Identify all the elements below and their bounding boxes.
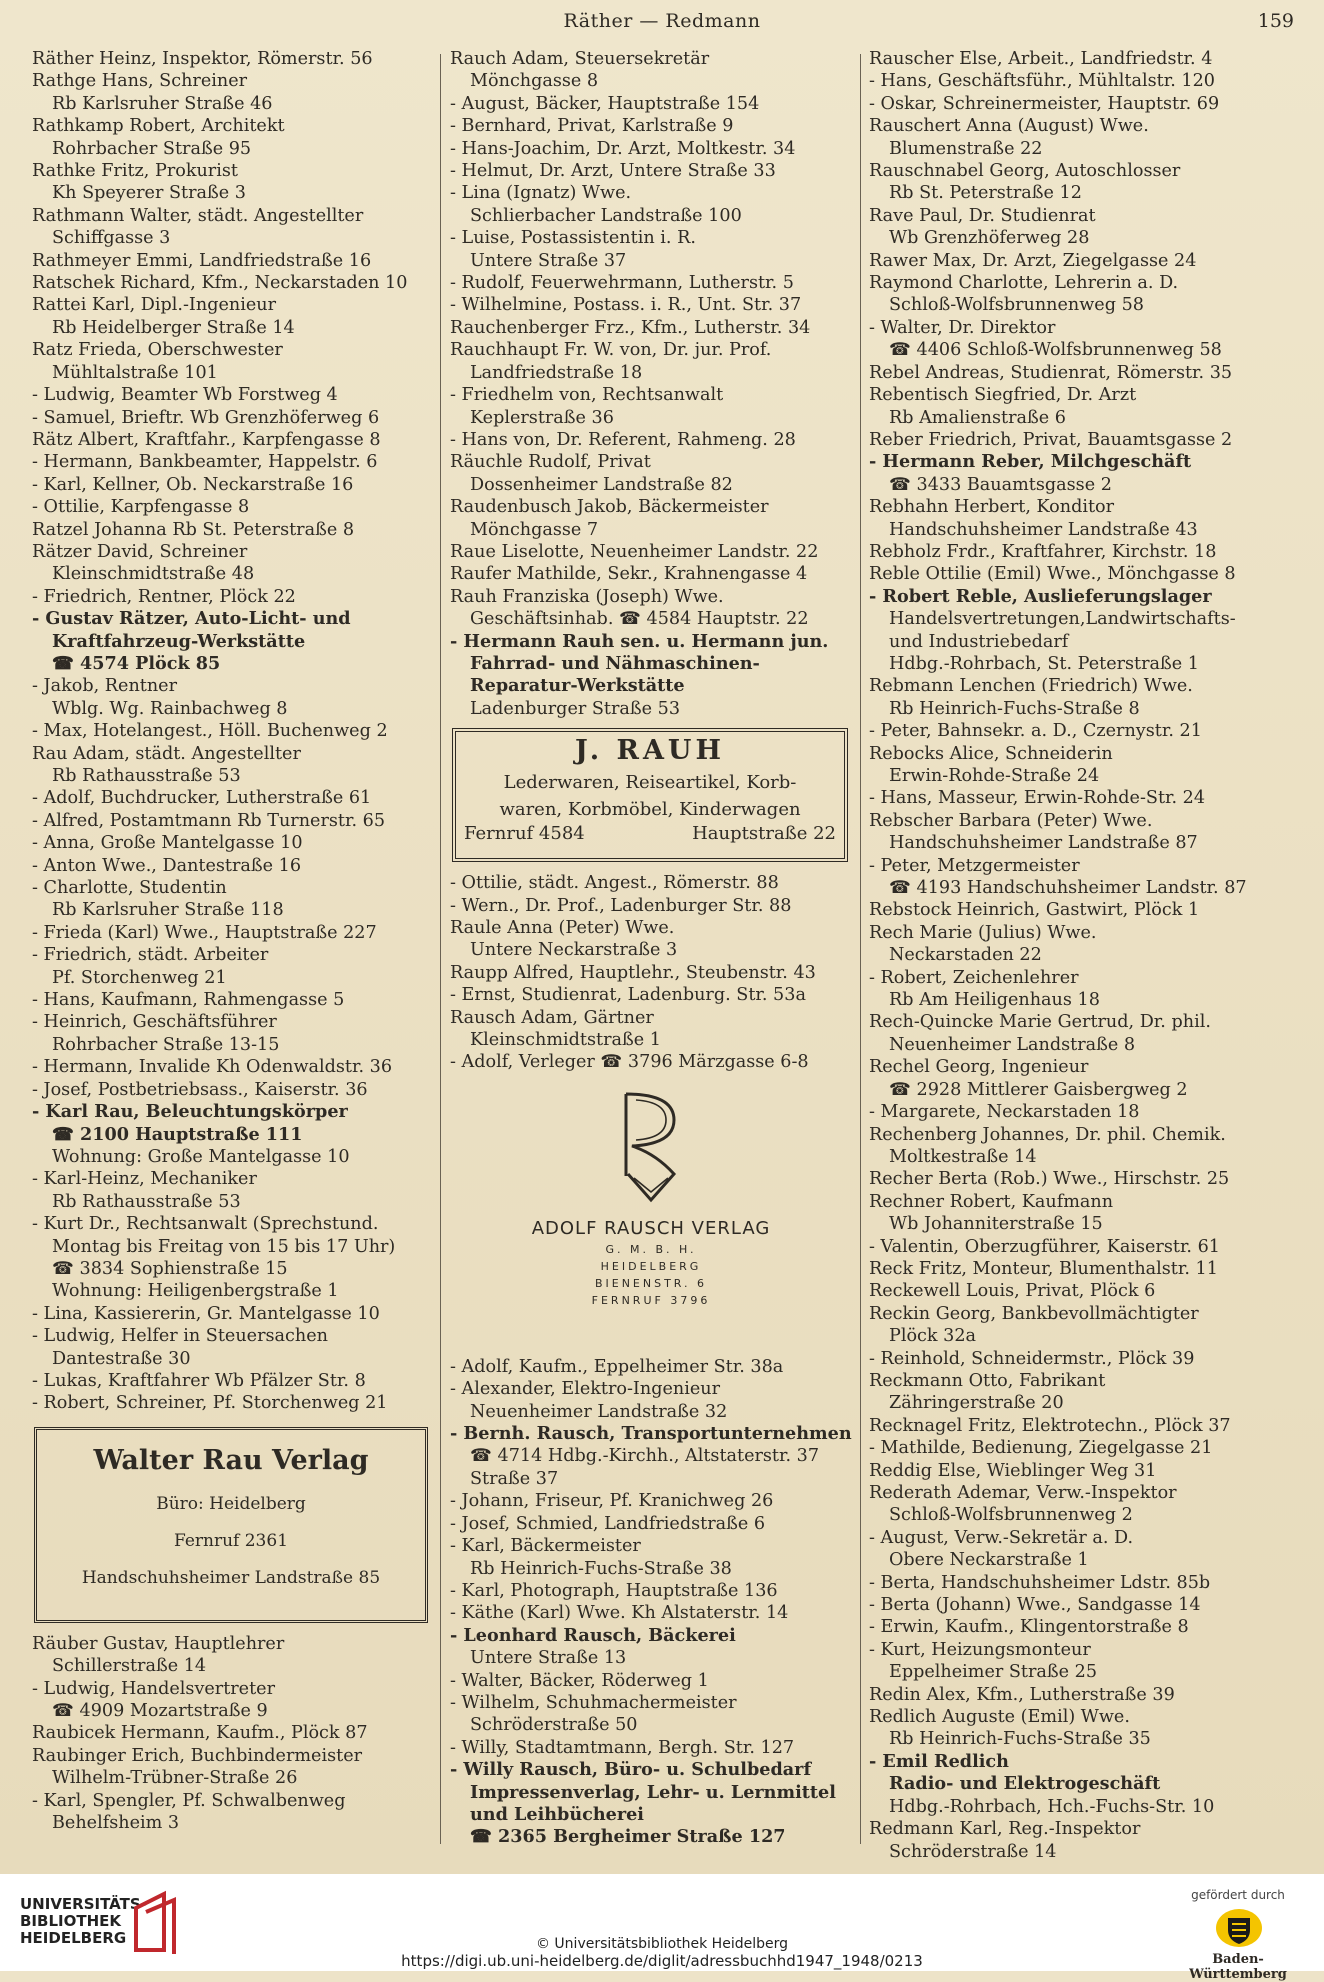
directory-entry: - Valentin, Oberzugführer, Kaiserstr. 61	[869, 1236, 1220, 1257]
ad-line: Büro: Heidelberg	[156, 1494, 306, 1515]
directory-entry: Raue Liselotte, Neuenheimer Landstr. 22	[450, 541, 819, 562]
directory-entry: - Hermann, Bankbeamter, Happelstr. 6	[32, 452, 378, 473]
directory-entry: - Hermann Reber, Milchgeschäft	[869, 451, 1192, 473]
directory-entry: Räther Heinz, Inspektor, Römerstr. 56	[32, 49, 373, 69]
ad-walter-rau-verlag	[34, 1427, 428, 1623]
directory-entry: Kraftfahrzeug-Werkstätte	[52, 630, 306, 652]
directory-entry: Schlierbacher Landstraße 100	[470, 205, 742, 226]
directory-entry: - Karl, Photograph, Hauptstraße 136	[450, 1580, 778, 1601]
directory-entry: Schröderstraße 50	[470, 1715, 638, 1736]
directory-entry: und Industriebedarf	[889, 631, 1069, 652]
directory-entry: Neckarstaden 22	[889, 945, 1042, 966]
directory-entry: Recknagel Fritz, Elektrotechn., Plöck 37	[869, 1415, 1231, 1436]
directory-entry: Rechner Robert, Kaufmann	[869, 1191, 1114, 1212]
directory-entry: Rathmeyer Emmi, Landfriedstraße 16	[32, 250, 372, 271]
library-footer	[0, 1874, 1324, 1982]
directory-entry: - Reinhold, Schneidermstr., Plöck 39	[869, 1348, 1195, 1369]
directory-entry: - Karl-Heinz, Mechaniker	[32, 1169, 257, 1190]
directory-entry: Rathge Hans, Schreiner	[32, 71, 248, 92]
directory-entry: - Kurt, Heizungsmonteur	[869, 1639, 1091, 1660]
directory-entry: Schloß-Wolfsbrunnenweg 2	[889, 1505, 1133, 1526]
directory-entry: Rausch Adam, Gärtner	[450, 1007, 654, 1028]
entry-list	[450, 48, 852, 720]
directory-entry: Handschuhsheimer Landstraße 43	[889, 519, 1198, 540]
directory-entry: Rb Rathausstraße 53	[52, 1191, 241, 1212]
library-name-line: UNIVERSITÄTS-	[20, 1895, 147, 1913]
directory-entry: Recher Berta (Rob.) Wwe., Hirschstr. 25	[869, 1169, 1230, 1190]
publisher-name: ADOLF RAUSCH VERLAG	[531, 1218, 771, 1240]
directory-entry: Wb Grenzhöferweg 28	[889, 228, 1090, 249]
entry-list	[32, 48, 432, 1415]
directory-entry: Raymond Charlotte, Lehrerin a. D.	[869, 273, 1179, 294]
directory-entry: Ratz Frieda, Oberschwester	[32, 340, 283, 361]
directory-entry: - Emil Redlich	[869, 1750, 1009, 1772]
directory-entry: ☎ 4574 Plöck 85	[52, 652, 221, 674]
directory-entry: Ratzel Johanna Rb St. Peterstraße 8	[32, 519, 355, 540]
publisher-monogram-icon	[596, 1088, 706, 1208]
directory-entry: - Karl, Bäckermeister	[450, 1536, 641, 1557]
directory-entry: Rattei Karl, Dipl.-Ingenieur	[32, 295, 276, 316]
library-name-line: BIBLIOTHEK	[20, 1912, 121, 1930]
directory-entry: Dossenheimer Landstraße 82	[470, 474, 733, 495]
directory-entry: Rb Heinrich-Fuchs-Straße 38	[470, 1558, 732, 1579]
directory-entry: Geschäftsinhab. ☎ 4584 Hauptstr. 22	[470, 609, 809, 630]
directory-entry: - Josef, Schmied, Landfriedstraße 6	[450, 1513, 766, 1534]
directory-entry: - Erwin, Kaufm., Klingentorstraße 8	[869, 1617, 1189, 1638]
directory-entry: - Berta (Johann) Wwe., Sandgasse 14	[869, 1595, 1201, 1616]
directory-entry: Redin Alex, Kfm., Lutherstraße 39	[869, 1684, 1175, 1705]
ad-address: Hauptstraße 22	[692, 822, 836, 844]
directory-entry: - Helmut, Dr. Arzt, Untere Straße 33	[450, 161, 776, 182]
directory-entry: Rauh Franziska (Joseph) Wwe.	[450, 586, 724, 607]
directory-entry: - Anton Wwe., Dantestraße 16	[32, 855, 302, 876]
directory-entry: Plöck 32a	[889, 1326, 977, 1347]
directory-entry: - Willy Rausch, Büro- u. Schulbedarf	[450, 1759, 812, 1781]
page-number: 159	[1257, 10, 1294, 32]
directory-entry: Fahrrad- und Nähmaschinen-	[470, 652, 760, 674]
library-name-line: HEIDELBERG	[20, 1929, 127, 1947]
directory-column-2	[450, 48, 852, 1849]
copyright-notice: © Universitätsbibliothek Heidelberg	[535, 1936, 788, 1952]
directory-entry: - Lina, Kassiererin, Gr. Mantelgasse 10	[32, 1303, 380, 1324]
directory-entry: Rebscher Barbara (Peter) Wwe.	[869, 810, 1153, 831]
directory-entry: Rb Karlsruher Straße 46	[52, 93, 273, 114]
directory-entry: - Walter, Bäcker, Röderweg 1	[450, 1670, 709, 1691]
directory-entry: Untere Straße 37	[470, 250, 627, 271]
directory-entry: - Friedhelm von, Rechtsanwalt	[450, 385, 724, 406]
directory-entry: Raufer Mathilde, Sekr., Krahnengasse 4	[450, 564, 808, 585]
directory-entry: Rave Paul, Dr. Studienrat	[869, 205, 1096, 226]
directory-entry: Ratschek Richard, Kfm., Neckarstaden 10	[32, 273, 408, 294]
directory-entry: Rawer Max, Dr. Arzt, Ziegelgasse 24	[869, 250, 1197, 271]
directory-entry: - Ottilie, städt. Angest., Römerstr. 88	[450, 873, 779, 894]
directory-entry: Rauscher Else, Arbeit., Landfriedstr. 4	[869, 49, 1213, 69]
directory-entry: ☎ 3433 Bauamtsgasse 2	[889, 474, 1112, 495]
directory-entry: Rohrbacher Straße 95	[52, 138, 252, 159]
directory-entry: Rathke Fritz, Prokurist	[32, 161, 238, 182]
directory-entry: Reparatur-Werkstätte	[470, 675, 685, 697]
directory-entry: - Wilhelm, Schuhmachermeister	[450, 1692, 737, 1713]
directory-entry: Straße 37	[470, 1468, 559, 1489]
ad-line: waren, Korbmöbel, Kinderwagen	[499, 798, 801, 820]
directory-entry: Reckewell Louis, Privat, Plöck 6	[869, 1281, 1156, 1302]
directory-entry: - Adolf, Buchdrucker, Lutherstraße 61	[32, 788, 372, 809]
directory-entry: Raudenbusch Jakob, Bäckermeister	[450, 497, 769, 518]
directory-entry: Redlich Auguste (Emil) Wwe.	[869, 1707, 1130, 1728]
directory-entry: Reck Fritz, Monteur, Blumenthalstr. 11	[869, 1258, 1218, 1279]
directory-entry: - Oskar, Schreinermeister, Hauptstr. 69	[869, 93, 1220, 114]
directory-entry: Landfriedstraße 18	[470, 362, 643, 383]
directory-entry: - August, Verw.-Sekretär a. D.	[869, 1527, 1134, 1548]
directory-entry: Behelfsheim 3	[52, 1813, 180, 1834]
directory-entry: - Ernst, Studienrat, Ladenburg. Str. 53a	[450, 985, 806, 1006]
directory-entry: ☎ 3834 Sophienstraße 15	[52, 1258, 288, 1279]
directory-entry: - Robert, Schreiner, Pf. Storchenweg 21	[32, 1393, 388, 1414]
directory-entry: - Bernhard, Privat, Karlstraße 9	[450, 116, 734, 137]
directory-entry: - Hermann Rauh sen. u. Hermann jun.	[450, 630, 829, 652]
publisher-line: BIENENSTR. 6	[594, 1276, 708, 1290]
directory-entry: Schiffgasse 3	[52, 228, 171, 249]
directory-entry: Rebhahn Herbert, Konditor	[869, 497, 1115, 518]
directory-entry: ☎ 4714 Hdbg.-Kirchh., Altstaterstr. 37	[470, 1446, 820, 1467]
directory-entry: Rathmann Walter, städt. Angestellter	[32, 205, 364, 226]
state-crest-icon	[1204, 1906, 1274, 1950]
directory-entry: - Wilhelmine, Postass. i. R., Unt. Str. 37	[450, 295, 802, 316]
directory-entry: Untere Neckarstraße 3	[470, 940, 678, 961]
directory-entry: Schillerstraße 14	[52, 1656, 207, 1677]
directory-entry: Raule Anna (Peter) Wwe.	[450, 918, 675, 938]
directory-entry: - Ludwig, Beamter Wb Forstweg 4	[32, 385, 338, 406]
directory-entry: ☎ 4406 Schloß-Wolfsbrunnenweg 58	[889, 340, 1222, 361]
directory-entry: Reckin Georg, Bankbevollmächtigter	[869, 1303, 1199, 1324]
state-name: Baden-Württemberg	[1189, 1952, 1287, 1982]
directory-entry: Mühltalstraße 101	[52, 362, 218, 383]
directory-entry: - Kurt Dr., Rechtsanwalt (Sprechstund.	[32, 1214, 379, 1235]
directory-entry: - Lukas, Kraftfahrer Wb Pfälzer Str. 8	[32, 1370, 366, 1391]
directory-entry: Hdbg.-Rohrbach, St. Peterstraße 1	[889, 653, 1199, 674]
directory-entry: Rohrbacher Straße 13-15	[52, 1034, 280, 1055]
publisher-line: G. M. B. H.	[605, 1242, 697, 1256]
directory-entry: Kleinschmidtstraße 1	[470, 1030, 661, 1051]
ad-line: Lederwaren, Reiseartikel, Korb-	[503, 771, 797, 793]
ad-line: Fernruf 2361	[173, 1531, 289, 1552]
directory-entry: - Karl Rau, Beleuchtungskörper	[32, 1101, 348, 1123]
directory-entry: Rätz Albert, Kraftfahr., Karpfengasse 8	[32, 429, 381, 450]
directory-entry: - Josef, Postbetriebsass., Kaiserstr. 36	[32, 1079, 368, 1100]
directory-entry: - Ottilie, Karpfengasse 8	[32, 497, 250, 518]
directory-entry: Rech-Quincke Marie Gertrud, Dr. phil.	[869, 1012, 1211, 1033]
directory-entry: Rauchenberger Frz., Kfm., Lutherstr. 34	[450, 317, 811, 338]
ad-adolf-rausch-verlag	[450, 1088, 852, 1348]
directory-entry: Reckmann Otto, Fabrikant	[869, 1370, 1106, 1391]
directory-entry: Mönchgasse 8	[470, 71, 599, 92]
directory-entry: Rebocks Alice, Schneiderin	[869, 743, 1113, 764]
directory-entry: Wohnung: Heiligenbergstraße 1	[52, 1281, 339, 1302]
directory-entry: - August, Bäcker, Hauptstraße 154	[450, 93, 760, 114]
directory-entry: ☎ 2928 Mittlerer Gaisbergweg 2	[889, 1079, 1188, 1100]
directory-column-3	[869, 48, 1274, 1863]
funding-label: gefördert durch	[1191, 1888, 1285, 1902]
directory-entry: - Robert, Zeichenlehrer	[869, 967, 1079, 988]
directory-entry: Rech Marie (Julius) Wwe.	[869, 922, 1097, 943]
directory-entry: Rätzer David, Schreiner	[32, 541, 248, 562]
directory-entry: - Anna, Große Mantelgasse 10	[32, 833, 303, 854]
directory-entry: Kleinschmidtstraße 48	[52, 564, 255, 585]
directory-entry: Mönchgasse 7	[470, 519, 599, 540]
directory-entry: - Hermann, Invalide Kh Odenwaldstr. 36	[32, 1057, 393, 1078]
directory-entry: Neuenheimer Landstraße 8	[889, 1034, 1136, 1055]
directory-entry: Reber Friedrich, Privat, Bauamtsgasse 2	[869, 429, 1233, 450]
directory-entry: - Robert Reble, Auslieferungslager	[869, 585, 1212, 607]
directory-entry: Rauch Adam, Steuersekretär	[450, 49, 710, 69]
directory-entry: Eppelheimer Straße 25	[889, 1662, 1098, 1683]
directory-entry: - Alfred, Postamtmann Rb Turnerstr. 65	[32, 810, 386, 831]
directory-entry: Rebholz Frdr., Kraftfahrer, Kirchstr. 18	[869, 541, 1217, 562]
directory-entry: Reble Ottilie (Emil) Wwe., Mönchgasse 8	[869, 564, 1236, 585]
directory-entry: - Jakob, Rentner	[32, 676, 177, 697]
publisher-line: HEIDELBERG	[600, 1259, 702, 1273]
directory-entry: Raubicek Hermann, Kaufm., Plöck 87	[32, 1723, 368, 1744]
directory-entry: Rathkamp Robert, Architekt	[32, 116, 285, 137]
directory-entry: - Gustav Rätzer, Auto-Licht- und	[32, 608, 351, 630]
directory-entry: - Hans-Joachim, Dr. Arzt, Moltkestr. 34	[450, 138, 796, 159]
column-rule	[860, 54, 861, 1844]
directory-entry: Rebstock Heinrich, Gastwirt, Plöck 1	[869, 900, 1200, 921]
directory-entry: Untere Straße 13	[470, 1648, 627, 1669]
directory-entry: Rb Heinrich-Fuchs-Straße 8	[889, 698, 1140, 719]
directory-entry: - Willy, Stadtamtmann, Bergh. Str. 127	[450, 1737, 795, 1758]
directory-entry: Schröderstraße 14	[889, 1841, 1057, 1862]
directory-entry: - Alexander, Elektro-Ingenieur	[450, 1379, 720, 1400]
entry-list	[869, 48, 1274, 1863]
directory-entry: Rechenberg Johannes, Dr. phil. Chemik.	[869, 1124, 1226, 1145]
directory-entry: Rb Karlsruher Straße 118	[52, 900, 284, 921]
entry-list	[450, 1356, 852, 1849]
directory-entry: Wohnung: Große Mantelgasse 10	[52, 1146, 350, 1167]
directory-entry: Impressenverlag, Lehr- u. Lernmittel	[470, 1781, 836, 1803]
directory-entry: - Wern., Dr. Prof., Ladenburger Str. 88	[450, 895, 792, 916]
directory-entry: Raubinger Erich, Buchbindermeister	[32, 1745, 363, 1766]
directory-entry: Neuenheimer Landstraße 32	[470, 1401, 728, 1422]
directory-entry: Rebmann Lenchen (Friedrich) Wwe.	[869, 676, 1193, 697]
page-header	[0, 10, 1324, 38]
ad-title: Walter Rau Verlag	[93, 1444, 369, 1476]
directory-entry: Radio- und Elektrogeschäft	[889, 1773, 1161, 1795]
directory-entry: - Berta, Handschuhsheimer Ldstr. 85b	[869, 1572, 1211, 1593]
ad-contact-row	[464, 823, 836, 845]
directory-column-1	[32, 48, 432, 1834]
directory-entry: Wblg. Wg. Rainbachweg 8	[52, 698, 288, 719]
directory-entry: - Käthe (Karl) Wwe. Kh Alstaterstr. 14	[450, 1603, 789, 1624]
directory-entry: ☎ 2365 Bergheimer Straße 127	[470, 1826, 786, 1848]
directory-entry: Zähringerstraße 20	[889, 1393, 1064, 1414]
directory-entry: Wilhelm-Trübner-Straße 26	[52, 1768, 298, 1789]
directory-entry: - Samuel, Brieftr. Wb Grenzhöferweg 6	[32, 407, 380, 428]
directory-entry: ☎ 2100 Hauptstraße 111	[52, 1123, 303, 1145]
directory-entry: - Rudolf, Feuerwehrmann, Lutherstr. 5	[450, 273, 794, 294]
directory-entry: Handelsvertretungen,Landwirtschafts-	[889, 609, 1236, 630]
entry-list	[450, 872, 852, 1074]
directory-entry: Wb Johanniterstraße 15	[889, 1214, 1103, 1235]
directory-entry: - Karl, Kellner, Ob. Neckarstraße 16	[32, 474, 354, 495]
ad-phone: Fernruf 4584	[464, 822, 585, 844]
publisher-line: FERNRUF 3796	[591, 1293, 711, 1307]
directory-entry: - Peter, Metzgermeister	[869, 855, 1080, 876]
directory-entry: Rauchhaupt Fr. W. von, Dr. jur. Prof.	[450, 340, 772, 361]
directory-entry: - Hans, Geschäftsführ., Mühltalstr. 120	[869, 71, 1215, 92]
directory-entry: ☎ 4909 Mozartstraße 9	[52, 1701, 268, 1721]
directory-entry: Rb St. Peterstraße 12	[889, 183, 1082, 204]
permalink-url[interactable]: https://digi.ub.uni-heidelberg.de/diglit/adressbuchhd1947_1948/0213	[401, 1952, 923, 1970]
directory-entry: Hdbg.-Rohrbach, Hch.-Fuchs-Str. 10	[889, 1796, 1215, 1817]
directory-entry: Ladenburger Straße 53	[470, 698, 681, 719]
running-title: Räther — Redmann	[563, 10, 761, 32]
directory-entry: Handschuhsheimer Landstraße 87	[889, 833, 1198, 854]
directory-entry: - Mathilde, Bedienung, Ziegelgasse 21	[869, 1438, 1213, 1459]
directory-entry: Rb Heidelberger Straße 14	[52, 317, 295, 338]
directory-entry: Rb Am Heiligenhaus 18	[889, 990, 1100, 1011]
directory-entry: - Lina (Ignatz) Wwe.	[450, 183, 632, 204]
directory-entry: Rauschert Anna (August) Wwe.	[869, 116, 1149, 137]
directory-entry: - Johann, Friseur, Pf. Kranichweg 26	[450, 1491, 774, 1512]
directory-entry: Schloß-Wolfsbrunnenweg 58	[889, 295, 1144, 316]
directory-entry: Rb Rathausstraße 53	[52, 766, 241, 786]
directory-entry: Keplerstraße 36	[470, 407, 614, 428]
directory-entry: Dantestraße 30	[52, 1348, 191, 1369]
directory-entry: Obere Neckarstraße 1	[889, 1550, 1089, 1571]
directory-entry: Rau Adam, städt. Angestellter	[32, 743, 301, 764]
directory-entry: Blumenstraße 22	[889, 138, 1043, 159]
directory-entry: Reddig Else, Wieblinger Weg 31	[869, 1460, 1157, 1481]
directory-entry: - Ludwig, Helfer in Steuersachen	[32, 1326, 328, 1347]
directory-entry: - Margarete, Neckarstaden 18	[869, 1102, 1140, 1123]
directory-entry: Montag bis Freitag von 15 bis 17 Uhr)	[52, 1236, 396, 1257]
directory-entry: Pf. Storchenweg 21	[52, 967, 227, 988]
entry-list	[32, 1633, 432, 1835]
directory-entry: - Peter, Bahnsekr. a. D., Czernystr. 21	[869, 721, 1202, 742]
directory-entry: - Adolf, Verleger ☎ 3796 Märzgasse 6-8	[450, 1052, 809, 1073]
directory-entry: - Bernh. Rausch, Transportunternehmen	[450, 1423, 852, 1445]
directory-entry: - Hans von, Dr. Referent, Rahmeng. 28	[450, 429, 796, 450]
ad-j-rauh	[452, 728, 848, 862]
directory-entry: - Hans, Kaufmann, Rahmengasse 5	[32, 990, 345, 1011]
directory-entry: - Walter, Dr. Direktor	[869, 317, 1056, 338]
directory-entry: - Charlotte, Studentin	[32, 878, 227, 899]
directory-entry: Redmann Karl, Reg.-Inspektor	[869, 1819, 1141, 1840]
ad-title: J. RAUH	[575, 735, 725, 767]
directory-entry: Rebel Andreas, Studienrat, Römerstr. 35	[869, 362, 1233, 383]
directory-entry: - Max, Hotelangest., Höll. Buchenweg 2	[32, 721, 388, 742]
directory-entry: Rechel Georg, Ingenieur	[869, 1057, 1089, 1078]
directory-entry: Rederath Ademar, Verw.-Inspektor	[869, 1483, 1177, 1503]
directory-entry: Rb Amalienstraße 6	[889, 407, 1066, 428]
directory-entry: Raupp Alfred, Hauptlehr., Steubenstr. 43	[450, 962, 816, 983]
ad-line: Handschuhsheimer Landstraße 85	[81, 1568, 381, 1589]
directory-entry: Räuber Gustav, Hauptlehrer	[32, 1633, 285, 1654]
directory-entry: Rauschnabel Georg, Autoschlosser	[869, 161, 1181, 182]
directory-entry: ☎ 4193 Handschuhsheimer Landstr. 87	[889, 878, 1247, 899]
directory-entry: - Frieda (Karl) Wwe., Hauptstraße 227	[32, 922, 377, 943]
directory-entry: - Luise, Postassistentin i. R.	[450, 228, 696, 249]
directory-entry: - Friedrich, städt. Arbeiter	[32, 945, 269, 966]
directory-entry: Rebentisch Siegfried, Dr. Arzt	[869, 385, 1137, 406]
directory-entry: Erwin-Rohde-Straße 24	[889, 766, 1100, 786]
directory-entry: - Friedrich, Rentner, Plöck 22	[32, 586, 296, 607]
directory-entry: - Adolf, Kaufm., Eppelheimer Str. 38a	[450, 1356, 784, 1377]
directory-entry: - Heinrich, Geschäftsführer	[32, 1012, 277, 1033]
directory-entry: - Leonhard Rausch, Bäckerei	[450, 1624, 736, 1646]
directory-entry: und Leihbücherei	[470, 1803, 644, 1825]
directory-entry: - Ludwig, Handelsvertreter	[32, 1678, 275, 1699]
directory-entry: Moltkestraße 14	[889, 1146, 1037, 1167]
directory-entry: Räuchle Rudolf, Privat	[450, 452, 651, 473]
directory-entry: Rb Heinrich-Fuchs-Straße 35	[889, 1729, 1151, 1750]
directory-entry: - Hans, Masseur, Erwin-Rohde-Str. 24	[869, 788, 1206, 809]
column-rule	[440, 54, 441, 1844]
directory-entry: Kh Speyerer Straße 3	[52, 183, 246, 204]
directory-entry: - Karl, Spengler, Pf. Schwalbenweg	[32, 1790, 346, 1811]
